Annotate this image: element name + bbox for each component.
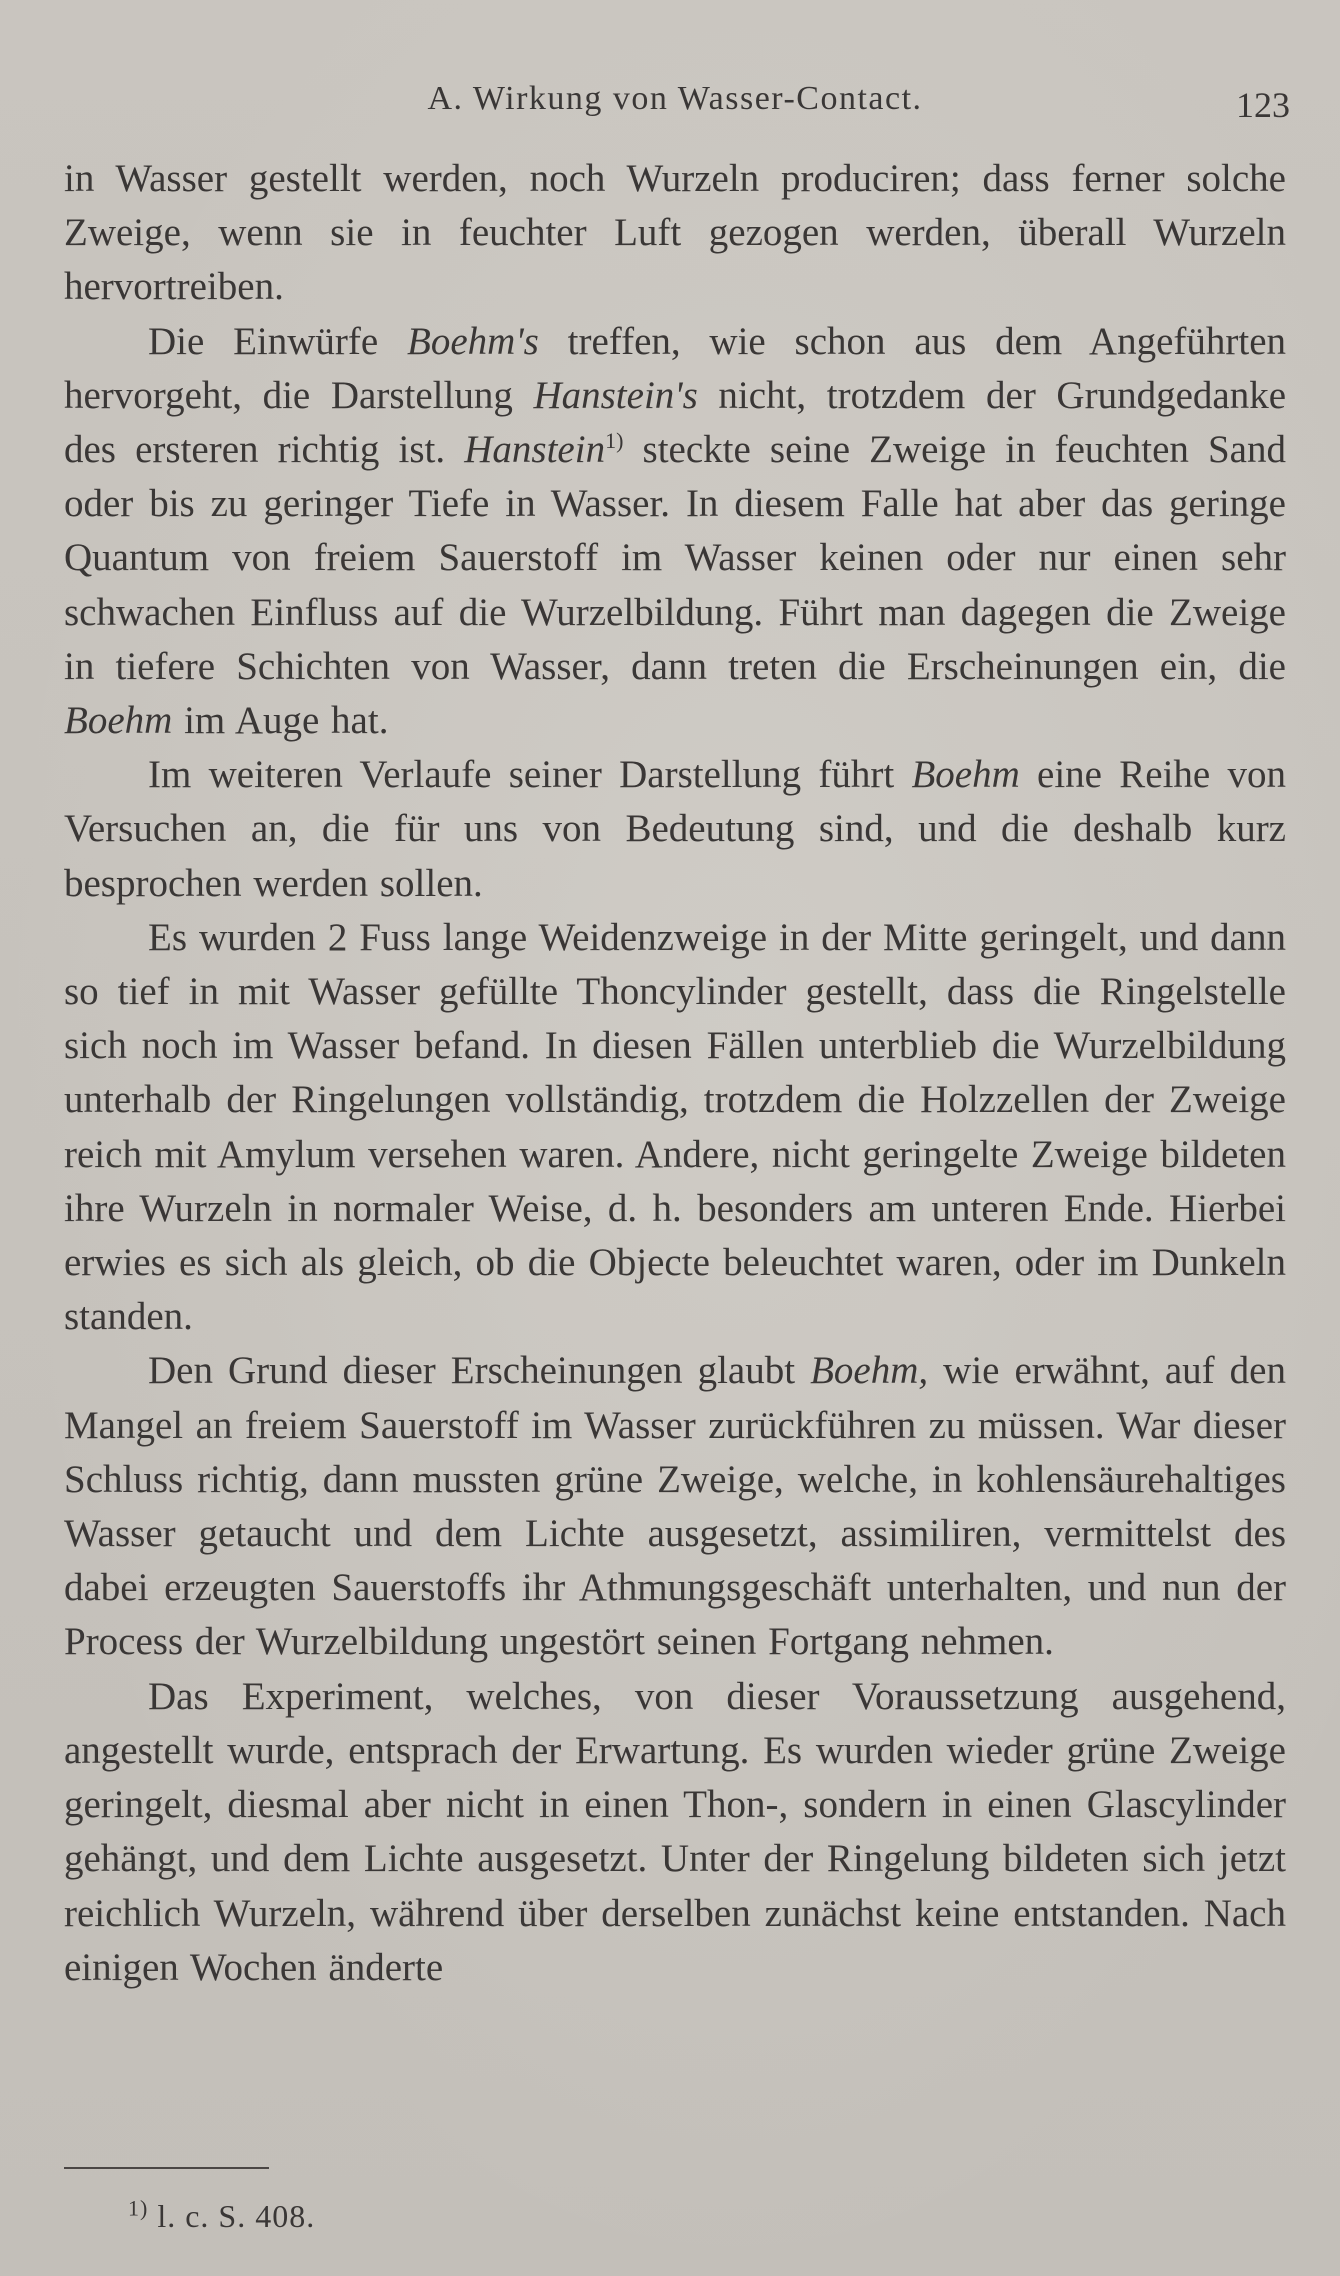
author-name: Boehm [64, 699, 173, 743]
footnote-marker: 1) [128, 2195, 149, 2221]
page-header [60, 72, 1290, 132]
page-number: 123 [1236, 85, 1290, 125]
author-name: Boehm [911, 753, 1020, 797]
text-run: Im weiteren Verlaufe seiner Darstellung führt [148, 753, 912, 797]
author-name: Boehm's [407, 319, 539, 363]
running-head: A. Wirkung von Wasser-Contact. [427, 80, 923, 117]
text-run: nicht, trotzdem der Grundgedanke des ersteren richtig ist. [64, 373, 1287, 472]
text-run: Den Grund dieser Erscheinungen glaubt [148, 1349, 811, 1393]
footnote-rule [64, 2167, 269, 2169]
paragraph-2 [64, 315, 1286, 749]
text-run: Die Einwürfe [148, 319, 408, 363]
paragraph-1: in Wasser gestellt werden, noch Wurzeln produciren; dass ferner solche Zweige, wenn sie in feuchter Luft gezogen werden, überall Wurzeln hervortreiben. [64, 157, 1286, 309]
text-run: eine Reihe von Versuchen an, die für uns von Bedeutung sind, und die deshalb kurz besprochen werden sollen. [64, 753, 1286, 905]
author-name: Hanstein [464, 428, 606, 472]
text-run: treffen, wie schon aus dem Angeführten hervorgeht, die Darstellung [64, 319, 1286, 417]
paragraph-3 [64, 748, 1286, 911]
paragraph-4: Es wurden 2 Fuss lange Weidenzweige in der Mitte geringelt, und dann so tief in mit Wasser gefüllte Thoncylinder gestellt, dass die Ringelstelle sich noch im Wasser befand. In diesen Fällen unterblieb die Wurzelbildung unterhalb der Ringelungen vollständig, trotzdem die Holzzellen der Zweige reich mit Amylum versehen waren. Andere, nicht geringelte Zweige bildeten ihre Wurzeln in normaler Weise, d. h. besonders am unteren Ende. Hierbei erwies es sich als gleich, ob die Objecte beleuchtet waren, oder im Dunkeln standen. [64, 915, 1286, 1339]
author-name: Boehm, [810, 1349, 929, 1393]
paragraph-5 [64, 1344, 1286, 1669]
footnote-text: l. c. S. 408. [148, 2198, 316, 2234]
text-run: wie erwähnt, auf den Mangel an freiem Sauerstoff im Wasser zurückführen zu müssen. War dieser Schluss richtig, dann mussten grüne Zweige, welche, in kohlensäurehaltiges Wasser getaucht und dem Lichte ausgesetzt, assimiliren, vermittelst des dabei erzeugten Sauerstoffs ihr Athmungsgeschäft unterhalten, und nun der Process der Wurzelbildung ungestört seinen Fortgang nehmen. [64, 1349, 1286, 1664]
footnote [128, 2195, 316, 2235]
text-run: steckte seine Zweige in feuchten Sand oder bis zu geringer Tiefe in Wasser. In diesem Falle hat aber das geringe Quantum von freiem Sauerstoff im Wasser keinen oder nur einen sehr schwachen Einfluss auf die Wurzelbildung. Führt man dagegen die Zweige in tiefere Schichten von Wasser, dann treten die Erscheinungen ein, die [64, 428, 1286, 688]
author-name: Hanstein's [533, 373, 698, 417]
body-text [64, 152, 1286, 1995]
text-run: im Auge hat. [172, 699, 389, 743]
paragraph-6: Das Experiment, welches, von dieser Voraussetzung ausgehend, angestellt wurde, entsprach der Erwartung. Es wurden wieder grüne Zweige geringelt, diesmal aber nicht in einen Thon-, sondern in einen Glascylinder gehängt, und dem Lichte ausgesetzt. Unter der Ringelung bildeten sich jetzt reichlich Wurzeln, während über derselben zunächst keine entstanden. Nach einigen Wochen änderte [64, 1674, 1286, 1989]
footnote-reference: 1) [605, 428, 624, 454]
